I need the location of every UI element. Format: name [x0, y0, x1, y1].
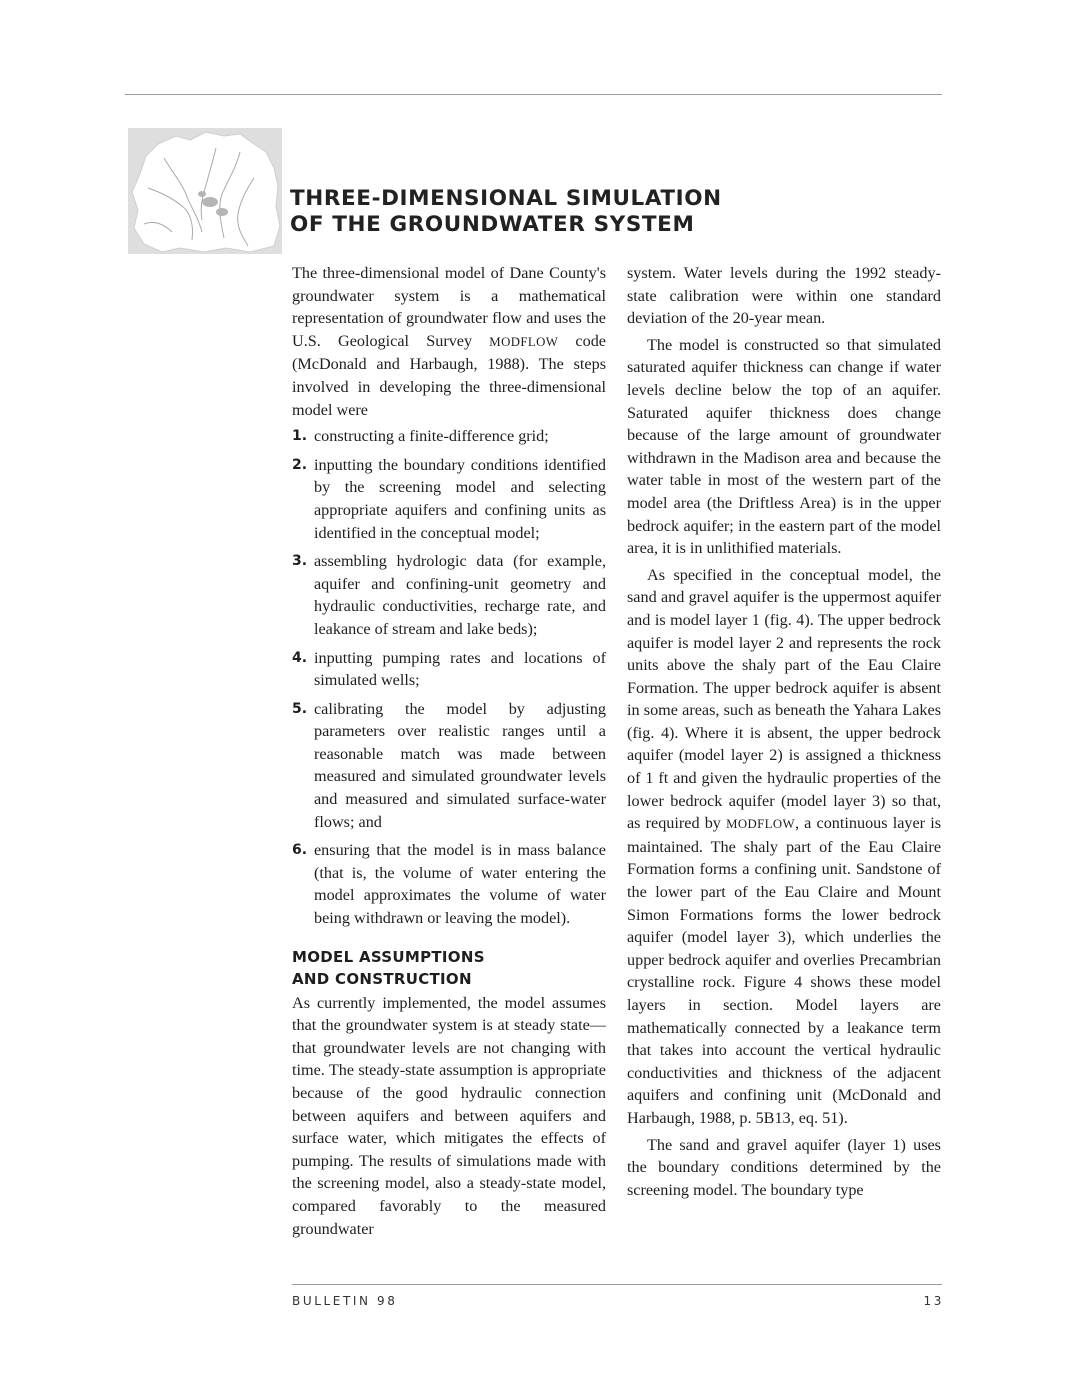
- step-text: assembling hydrologic data (for example, aquifer and confining-unit geometry and hydraulic conductivities, recharge rate, and leakance of stream and lake beds);: [314, 552, 606, 638]
- right-column: [627, 262, 941, 1201]
- step-text: inputting pumping rates and locations of simulated wells;: [314, 648, 606, 690]
- step-text: ensuring that the model is in mass balance (that is, the volume of water entering the model approximates the volume of water being withdrawn or leaving the model).: [314, 841, 606, 928]
- list-item: [292, 425, 606, 448]
- layers-text: As specified in the conceptual model, the sand and gravel aquifer is the uppermost aquifer and is model layer 1 (fig. 4). The upper bedrock aquifer is model layer 2 and represents the rock units above the shaly part of the Eau Claire Formation. The upper bedrock aquifer is absent in some areas, such as beneath the Yahara Lakes (fig. 4). Where it is absent, the upper bedrock aquifer (model layer 2) is assigned a thickness of 1 ft and given the hydraulic properties of the lower bedrock aquifer (model layer 3) so that, as required by: [627, 565, 941, 833]
- step-number: 4.: [292, 649, 308, 666]
- step-number: 3.: [292, 553, 308, 570]
- intro-text: code (McDonald and Harbaugh, 1988). The steps involved in developing the three-dimensional model were: [292, 331, 606, 419]
- list-item: [292, 647, 606, 692]
- modflow-term: MODFLOW: [726, 817, 795, 832]
- footer-rule: [292, 1284, 942, 1285]
- step-number: 6.: [292, 842, 308, 859]
- page-number: 13: [923, 1294, 944, 1308]
- page-title: [290, 186, 810, 238]
- thickness-paragraph: The model is constructed so that simulated saturated aquifer thickness can change if water levels decline below the top of an aquifer. Saturated aquifer thickness does change because of the large amount of groundwater withdrawn in the Madison area and because the water table in most of the western part of the model area (the Driftless Area) is in the upper bedrock aquifer; in the eastern part of the model area, it is in unlithified materials.: [627, 335, 941, 558]
- left-column: [292, 262, 606, 1240]
- layers-text: , a continuous layer is maintained. The shaly part of the Eau Claire Formation forms a confining unit. Sandstone of the lower part of the Eau Claire and Mount Simon Formations forms the lower bedrock aquifer (model layer 3), which underlies the upper bedrock aquifer and overlies Precambrian crystalline rock. Figure 4 shows these model layers in section. Model layers are mathematically connected by a leakance term that takes into account the vertical hydraulic conductivities and thickness of the adjacent aquifers and confining unit (McDonald and Harbaugh, 1988, p. 5B13, eq. 51).: [627, 814, 942, 1127]
- list-item: [292, 454, 606, 544]
- county-outline-map-icon: [128, 128, 282, 254]
- list-item: [292, 550, 606, 640]
- steps-list: [292, 425, 606, 929]
- step-number: 2.: [292, 456, 308, 473]
- title-line: THREE-DIMENSIONAL SIMULATION: [290, 186, 722, 211]
- section-heading: [292, 946, 606, 990]
- boundary-paragraph: The sand and gravel aquifer (layer 1) uses the boundary conditions determined by the screening model. The boundary type: [627, 1135, 941, 1199]
- title-line: OF THE GROUNDWATER SYSTEM: [290, 212, 695, 237]
- step-number: 5.: [292, 700, 308, 717]
- list-item: [292, 698, 606, 834]
- section-heading-line: AND CONSTRUCTION: [292, 969, 472, 988]
- intro-paragraph: [292, 262, 606, 421]
- step-number: 1.: [292, 428, 308, 445]
- publication-label: BULLETIN 98: [292, 1294, 398, 1308]
- continuation-paragraph: system. Water levels during the 1992 steady-state calibration were within one standard deviation of the 20-year mean.: [627, 264, 941, 328]
- layers-paragraph: [627, 564, 941, 1130]
- modflow-term: MODFLOW: [489, 334, 559, 349]
- intro-text: The three-dimensional model of Dane County's groundwater system is a mathematical representation of groundwater flow and uses the U.S. Geological Survey: [292, 264, 606, 350]
- step-text: calibrating the model by adjusting parameters over realistic ranges until a reasonable match was made between measured and simulated groundwater levels and measured and simulated surface-water flows; and: [314, 699, 606, 831]
- section-heading-line: MODEL ASSUMPTIONS: [292, 947, 485, 966]
- assumptions-paragraph: As currently implemented, the model assumes that the groundwater system is at steady state—that groundwater levels are not changing with time. The steady-state assumption is appropriate because of the good hydraulic connection between aquifers and between aquifers and surface water, which mitigates the effects of pumping. The results of simulations made with the screening model, also a steady-state model, compared favorably to the measured groundwater: [292, 993, 606, 1238]
- step-text: inputting the boundary conditions identified by the screening model and selecting appropriate aquifers and confining units as identified in the conceptual model;: [314, 455, 606, 542]
- list-item: [292, 839, 606, 929]
- header-rule: [125, 94, 942, 95]
- step-text: constructing a finite-difference grid;: [314, 427, 549, 446]
